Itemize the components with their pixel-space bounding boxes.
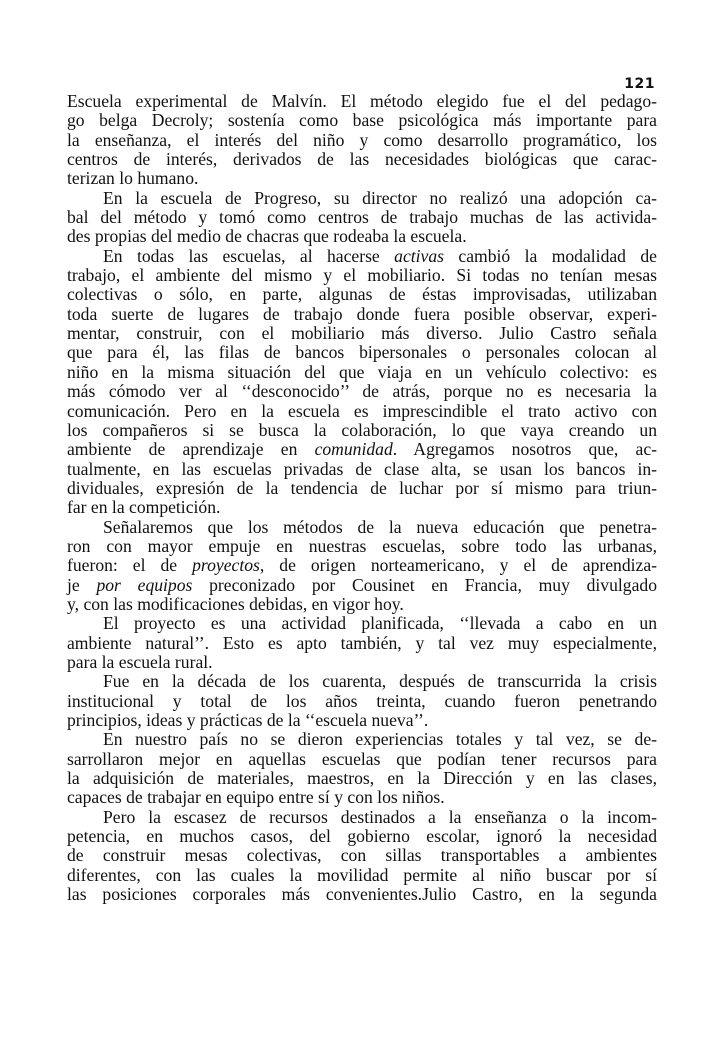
text-segment: los compañeros si se busca la colaboración, lo que vaya creando un	[67, 419, 657, 440]
text-line	[67, 576, 657, 595]
text-line	[67, 885, 657, 904]
text-line	[67, 866, 657, 885]
text-line	[67, 169, 657, 188]
text-segment: je	[67, 574, 97, 595]
text-segment: Señalaremos que los métodos de la nueva educación que penetra-	[103, 516, 657, 537]
text-line	[67, 131, 657, 150]
text-line	[67, 150, 657, 169]
text-line	[67, 614, 657, 633]
text-segment: centros de interés, derivados de las necesidades biológicas que carac-	[67, 149, 657, 170]
text-line	[67, 227, 657, 246]
text-line	[67, 208, 657, 227]
text-segment: principios, ideas y prácticas de la ‘‘escuela nueva’’.	[67, 710, 429, 730]
text-segment: capaces de trabajar en equipo entre sí y con los niños.	[67, 787, 445, 808]
text-segment: y, con las modificaciones debidas, en vigor hoy.	[67, 593, 404, 614]
text-segment: terizan lo humano.	[67, 168, 199, 189]
text-line	[67, 111, 657, 130]
text-segment: far en la competición.	[67, 497, 221, 518]
text-segment: ambiente de aprendizaje en	[67, 439, 315, 460]
emphasis-text: comunidad	[314, 439, 393, 460]
paragraph	[67, 808, 657, 905]
text-segment: sarrollaron mejor en aquellas escuelas que podían tener recursos para	[67, 748, 657, 769]
text-segment: toda suerte de lugares de trabajo donde fuera posible observar, experi-	[67, 303, 657, 324]
text-segment: para la escuela rural.	[67, 651, 213, 672]
emphasis-text: por equipos	[96, 574, 193, 595]
text-segment: En nuestro país no se dieron experiencias totales y tal vez, se de-	[103, 729, 657, 750]
text-line	[67, 266, 657, 285]
text-line	[67, 537, 657, 556]
text-line	[67, 285, 657, 304]
text-segment: mentar, construir, con el mobiliario más diverso. Julio Castro señala	[67, 323, 657, 344]
text-line	[67, 634, 657, 653]
text-segment: petencia, en muchos casos, del gobierno escolar, ignoró la necesidad	[67, 826, 657, 847]
text-line	[67, 460, 657, 479]
text-segment: trabajo, el ambiente del mismo y el mobiliario. Si todas no tenían mesas	[67, 265, 657, 286]
text-segment: Escuela experimental de Malvín. El método elegido fue el del pedago-	[67, 91, 657, 111]
paragraph	[67, 247, 657, 518]
text-line	[67, 363, 657, 382]
text-line	[67, 672, 657, 691]
text-line	[67, 595, 657, 614]
text-line	[67, 343, 657, 362]
text-segment: Pero la escasez de recursos destinados a la enseñanza o la incom-	[103, 806, 657, 827]
text-segment: En todas las escuelas, al hacerse	[103, 245, 395, 266]
text-segment: Fue en la década de los cuarenta, después de transcurrida la crisis	[103, 671, 657, 692]
text-segment: comunicación. Pero en la escuela es imprescindible el trato activo con	[67, 400, 657, 421]
text-line	[67, 769, 657, 788]
text-segment: , de origen norteamericano, y el de aprendiza-	[259, 555, 657, 576]
text-segment: fueron: el de	[67, 555, 193, 576]
text-line	[67, 808, 657, 827]
text-line	[67, 692, 657, 711]
text-segment: En la escuela de Progreso, su director no realizó una adopción ca-	[103, 187, 657, 208]
body-text	[67, 92, 657, 904]
text-line	[67, 92, 657, 111]
text-line	[67, 305, 657, 324]
emphasis-text: activas	[394, 245, 444, 266]
text-segment: niño en la misma situación del que viaja en un vehículo colectivo: es	[67, 361, 657, 382]
text-line	[67, 324, 657, 343]
text-segment: El proyecto es una actividad planificada, ‘‘llevada a cabo en un	[103, 613, 657, 634]
text-segment: diferentes, con las cuales la movilidad permite al niño buscar por sí	[67, 864, 657, 885]
text-line	[67, 730, 657, 749]
text-segment: institucional y total de los años treinta, cuando fueron penetrando	[67, 690, 657, 711]
text-line	[67, 440, 657, 459]
text-segment: bal del método y tomó como centros de trabajo muchas de las activida-	[67, 207, 657, 228]
text-line	[67, 421, 657, 440]
text-segment: de construir mesas colectivas, con sillas transportables a ambientes	[67, 845, 657, 866]
text-segment: ambiente natural’’. Esto es apto también, y tal vez muy especialmente,	[67, 632, 657, 653]
text-line	[67, 556, 657, 575]
text-segment: cambió la modalidad de	[443, 245, 657, 266]
text-segment: preconizado por Cousinet en Francia, muy divulgado	[192, 574, 657, 595]
page-number: 121	[624, 76, 655, 92]
text-line	[67, 653, 657, 672]
text-line	[67, 750, 657, 769]
text-line	[67, 479, 657, 498]
text-segment: go belga Decroly; sostenía como base psicológica más importante para	[67, 110, 657, 131]
text-segment: la adquisición de materiales, maestros, en la Dirección y en las clases,	[67, 768, 657, 789]
text-line	[67, 827, 657, 846]
text-line	[67, 402, 657, 421]
text-line	[67, 498, 657, 517]
text-segment: dividuales, expresión de la tendencia de luchar por sí mismo para triun-	[67, 477, 657, 498]
paragraph	[67, 672, 657, 730]
text-segment: colectivas o sólo, en parte, algunas de éstas improvisadas, utilizaban	[67, 284, 657, 305]
paragraph	[67, 614, 657, 672]
text-line	[67, 382, 657, 401]
text-line	[67, 189, 657, 208]
text-line	[67, 788, 657, 807]
paragraph	[67, 518, 657, 615]
paragraph	[67, 189, 657, 247]
text-line	[67, 247, 657, 266]
text-segment: . Agregamos nosotros que, ac-	[392, 439, 657, 460]
emphasis-text: proyectos	[192, 555, 260, 576]
text-segment: que para él, las filas de bancos bipersonales o personales colocan al	[67, 342, 657, 363]
paragraph	[67, 92, 657, 189]
text-line	[67, 711, 657, 730]
text-segment: des propias del medio de chacras que rodeaba la escuela.	[67, 226, 467, 247]
text-segment: ron con mayor empuje en nuestras escuelas, sobre todo las urbanas,	[67, 535, 657, 556]
text-line	[67, 846, 657, 865]
text-segment: las posiciones corporales más convenientes.Julio Castro, en la segunda	[67, 884, 657, 905]
paragraph	[67, 730, 657, 807]
text-line	[67, 518, 657, 537]
text-segment: más cómodo ver al ‘‘desconocido’’ de atrás, porque no es necesaria la	[67, 381, 657, 402]
text-segment: la enseñanza, el interés del niño y como desarrollo programático, los	[67, 129, 657, 150]
text-segment: tualmente, en las escuelas privadas de clase alta, se usan los bancos in-	[67, 458, 657, 479]
